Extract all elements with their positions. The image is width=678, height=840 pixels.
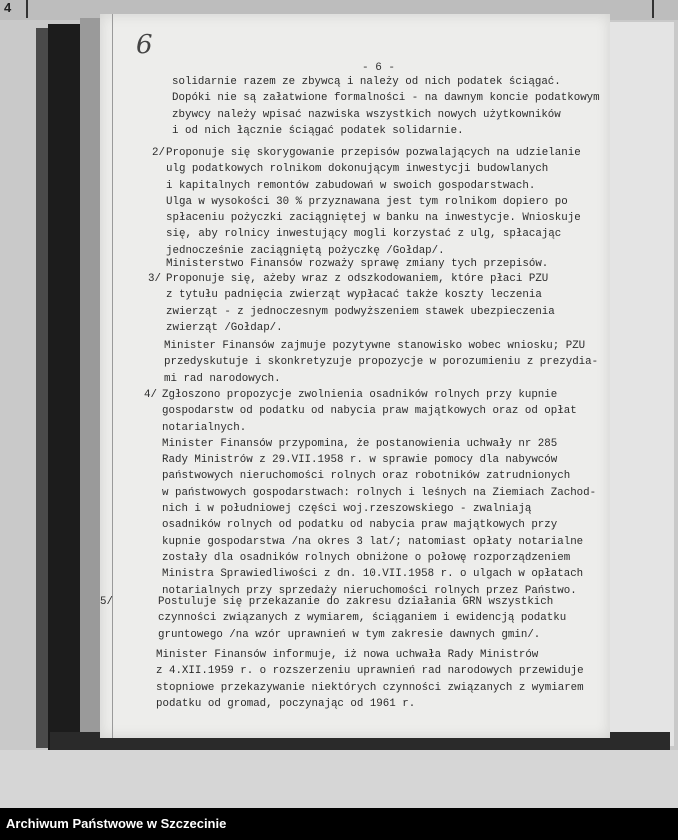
text-line: Ministra Sprawiedliwości z dn. 10.VII.1958 r. o ulgach w opłatach [162, 568, 584, 581]
paragraph [164, 338, 598, 387]
text-line: i kapitalnych remontów zabudowań w swoich gospodarstwach. [166, 179, 536, 192]
text-line: zbywcy należy wpisać nazwiska wszystkich nowych użytkowników [172, 108, 561, 121]
text-line: jednocześnie zaciągniętą pożyczkę /Gołdap/. [166, 244, 445, 257]
text-line: Proponuje się skorygowanie przepisów pozwalających na udzielanie [166, 147, 581, 159]
paragraph [166, 256, 548, 272]
text-line: czynności związanych z wymiarem, ściąganiem i ewidencją podatku [158, 612, 567, 625]
text-line: notarialnych. [162, 421, 247, 434]
folder-binding [48, 24, 84, 752]
text-line: w państwowych gospodarstwach: rolnych i leśnych na Ziemiach Zachod- [162, 486, 597, 499]
text-line: Ministerstwo Finansów rozważy sprawę zmiany tych przepisów. [166, 258, 549, 270]
item-number: 3/ [148, 273, 161, 285]
folder-edge [36, 28, 48, 748]
text-line: z 4.XII.1959 r. o rozszerzeniu uprawnień rad narodowych przewiduje [156, 665, 584, 678]
handwritten-page-number: 6 [136, 30, 153, 60]
text-line: Dopóki nie są załatwione formalności - na dawnym koncie podatkowym [172, 92, 600, 105]
paragraph [166, 145, 581, 259]
text-line: gruntowego /na wzór uprawnień w tym zakresie dawnych gmin/. [158, 628, 541, 641]
adjacent-sheet [600, 22, 674, 746]
text-line: mi rad narodowych. [164, 372, 281, 385]
page-number: - 6 - [362, 62, 396, 74]
paragraph [156, 647, 584, 712]
text-line: zwierząt /Gołdap/. [166, 321, 283, 334]
film-divider [652, 0, 654, 18]
scan-background [0, 750, 678, 808]
text-line: podatku od gromad, poczynając od 1961 r. [156, 697, 416, 710]
text-line: państwowych nieruchomości rolnych oraz robotników zatrudnionych [162, 470, 571, 483]
text-line: i od nich łącznie ściągać podatek solidarnie. [172, 124, 464, 137]
text-line: nich i w południowej części woj.rzeszowskiego - zwalniają [162, 503, 532, 516]
text-line: solidarnie razem ze zbywcą i należy od nich podatek ściągać. [172, 76, 561, 88]
text-line: stopniowe przekazywanie niektórych czynności związanych z wymiarem [156, 681, 584, 694]
text-line: gospodarstw od podatku od nabycia praw majątkowych oraz od opłat [162, 405, 577, 418]
paragraph [162, 387, 596, 599]
text-line: zwierząt - z jednoczesnym podwyższeniem stawek ubezpieczenia [166, 305, 555, 318]
text-line: z tytułu padnięcia zwierząt wypłacać także koszty leczenia [166, 289, 542, 302]
film-divider [26, 0, 28, 18]
text-line: Minister Finansów przypomina, że postanowienia uchwały nr 285 [162, 437, 558, 450]
paragraph [166, 271, 555, 336]
text-line: Postuluje się przekazanie do zakresu działania GRN wszystkich [158, 596, 554, 608]
item-number: 4/ [144, 389, 157, 401]
text-line: Rady Ministrów z 29.VII.1958 r. w sprawie pomocy dla nabywców [162, 454, 558, 467]
item-number: 5/ [100, 596, 113, 608]
text-line: notarialnych przy sprzedaży nieruchomości rolnych przez Państwo. [162, 584, 577, 597]
paragraph [158, 594, 566, 643]
text-line: zostały dla osadników rolnych obniżone o połowę rozporządzeniem [162, 551, 571, 564]
page-margin-line [112, 14, 113, 738]
text-line: przedyskutuje i skonkretyzuje propozycje w porozumieniu z prezydia- [164, 356, 599, 369]
text-line: ulg podatkowych rolnikom dokonującym inwestycji budowlanych [166, 163, 549, 176]
text-line: osadników rolnych od podatku od nabycia praw majątkowych przy [162, 519, 558, 532]
document-page [100, 14, 610, 738]
archive-footer [0, 808, 678, 840]
text-line: kupnie gospodarstwa /na okres 3 lat/; natomiast opłaty notarialne [162, 535, 584, 548]
text-line: Minister Finansów zajmuje pozytywne stanowisko wobec wniosku; PZU [164, 340, 586, 352]
text-line: się, aby rolnicy inwestujący mogli korzystać z ulg, spłacając [166, 228, 562, 241]
film-frame-number: 4 [4, 0, 12, 15]
archive-name: Archiwum Państwowe w Szczecinie [6, 816, 227, 831]
text-line: Proponuje się, ażeby wraz z odszkodowaniem, które płaci PZU [166, 273, 549, 285]
paragraph [172, 74, 600, 139]
text-line: Zgłoszono propozycje zwolnienia osadników rolnych przy kupnie [162, 389, 558, 401]
text-line: Ulga w wysokości 30 % przyznawana jest tym rolnikom dopiero po [166, 195, 568, 208]
text-line: Minister Finansów informuje, iż nowa uchwała Rady Ministrów [156, 649, 539, 661]
text-line: spłaceniu pożyczki zaciągniętej w banku na inwestycje. Wnioskuje [166, 212, 581, 225]
item-number: 2/ [152, 147, 165, 159]
